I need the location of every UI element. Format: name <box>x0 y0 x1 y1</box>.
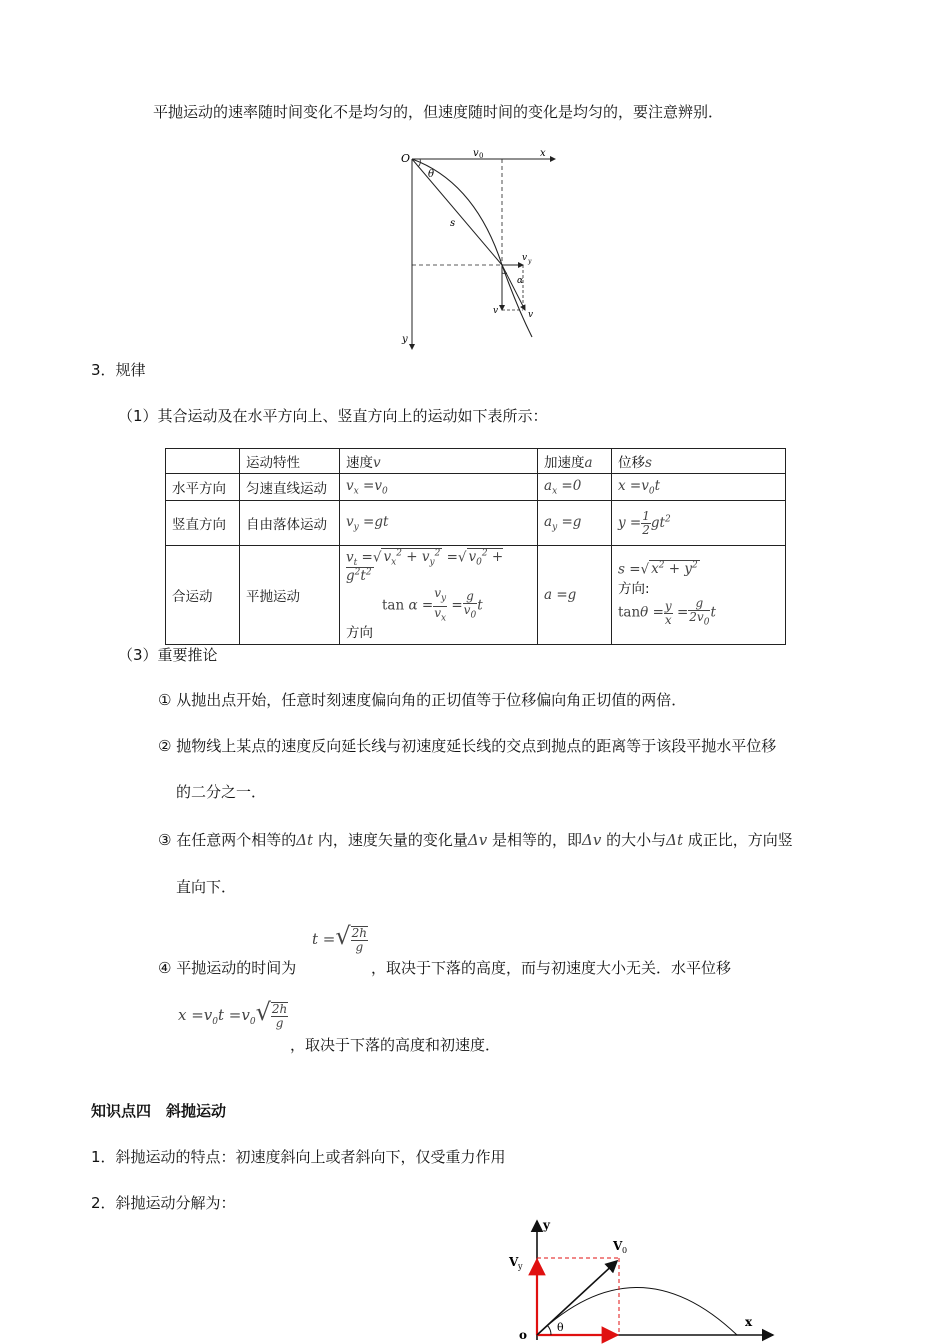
svg-text:y: y <box>528 258 532 265</box>
v-vertical-label: v <box>493 306 499 316</box>
svg-text:y: y <box>518 1262 523 1271</box>
row-vertical-velocity: $v_y =gt$ <box>340 501 538 546</box>
row-combined-velocity: $v_t$ =√ $v_x^2 + v_y^2$ =√ $v_0^2 + g^2t^2$ tan α = $\frac{v_y}{v_x}$ = $\frac{g}{v_0}$ t 方向 <box>340 546 538 645</box>
row-horizontal-char: 匀速直线运动 <box>240 474 340 501</box>
row-combined-char: 平抛运动 <box>240 546 340 645</box>
s-label: s <box>450 218 456 229</box>
row-horizontal-name: 水平方向 <box>166 474 240 501</box>
formula-horizontal-displacement: $x =v_0t =v_0√$ $\frac{2h}{g}$ <box>178 998 288 1030</box>
row-combined-acc: a =g <box>538 546 612 645</box>
sub-1-text: （1）其合运动及在水平方向上、竖直方向上的运动如下表所示： <box>118 407 548 425</box>
row-horizontal-acc: $a_x =0$ <box>538 474 612 501</box>
projectile-diagram <box>395 142 565 354</box>
theta-label: θ <box>428 169 435 180</box>
conclusion-2-line1: ② 抛物线上某点的速度反向延长线与初速度延长线的交点到抛点的距离等于该段平抛水平位移 <box>158 737 777 755</box>
row-vertical-name: 竖直方向 <box>166 501 240 546</box>
conclusion-4-line2: ，取决于下落的高度和初速度． <box>290 1036 501 1054</box>
oblique-item-2: 2．斜抛运动分解为： <box>91 1194 236 1212</box>
conclusion-3-line2: 直向下． <box>176 878 237 896</box>
conclusion-2-line2: 的二分之一． <box>176 783 267 801</box>
header-velocity: 速度v <box>340 449 538 474</box>
svg-text:0: 0 <box>479 152 484 160</box>
intro-text: 平抛运动的速率随时间变化不是均匀的，但速度随时间的变化是均匀的，要注意辨别． <box>153 103 724 121</box>
header-characteristic: 运动特性 <box>240 449 340 474</box>
row-combined-disp: s =√ $x^2 + y^2$ 方向: tanθ = $\frac{y}{x}$ = $\frac{g}{2v_0}$ t <box>612 546 786 645</box>
v-resultant-label: v <box>528 310 534 320</box>
row-vertical-disp: y = $\frac{1}{2}$ $gt^2$ <box>612 501 786 546</box>
table-corner-cell <box>166 449 240 474</box>
formula-time: t =√ $\frac{2h}{g}$ <box>312 922 368 954</box>
knowledge-point-4-heading: 知识点四 斜抛运动 <box>91 1102 227 1120</box>
oblique-projectile-diagram <box>505 1215 780 1344</box>
x-axis-label: x <box>540 148 546 159</box>
section-3-heading: 3．规律 <box>91 361 146 379</box>
sub-3-heading: （3）重要推论 <box>118 646 218 664</box>
theta-label-2: θ <box>557 1321 564 1334</box>
row-combined-name: 合运动 <box>166 546 240 645</box>
vy-label: v <box>522 253 528 263</box>
header-displacement: 位移s <box>612 449 786 474</box>
x-axis-label-2: x <box>745 1315 753 1329</box>
conclusion-3-line1: ③ 在任意两个相等的Δt 内，速度矢量的变化量Δv 是相等的，即Δv 的大小与Δt 成正比，方向竖 <box>158 831 793 849</box>
conclusion-4-line1b: ，取决于下落的高度，而与初速度大小无关．水平位移 <box>371 959 732 977</box>
alpha-label: α <box>517 276 524 286</box>
row-horizontal-velocity: $v_x =v_0$ <box>340 474 538 501</box>
origin-label-2: o <box>519 1328 528 1342</box>
row-vertical-char: 自由落体运动 <box>240 501 340 546</box>
row-horizontal-disp: $x =v_0t$ <box>612 474 786 501</box>
oblique-item-1: 1．斜抛运动的特点：初速度斜向上或者斜向下，仅受重力作用 <box>91 1148 506 1166</box>
vy-vector-label: V <box>509 1255 519 1269</box>
v0-label: v <box>473 148 479 159</box>
motion-table <box>165 448 786 645</box>
conclusion-1: ① 从抛出点开始，任意时刻速度偏向角的正切值等于位移偏向角正切值的两倍． <box>158 691 687 709</box>
conclusion-4-line1: ④ 平抛运动的时间为 <box>158 959 297 977</box>
y-axis-label: y <box>402 334 408 345</box>
v0-vector-label: V <box>613 1239 623 1253</box>
y-axis-label-2: y <box>543 1218 550 1232</box>
header-acceleration: 加速度a <box>538 449 612 474</box>
row-vertical-acc: $a_y =g$ <box>538 501 612 546</box>
origin-label: O <box>401 152 411 165</box>
svg-text:0: 0 <box>622 1246 628 1255</box>
